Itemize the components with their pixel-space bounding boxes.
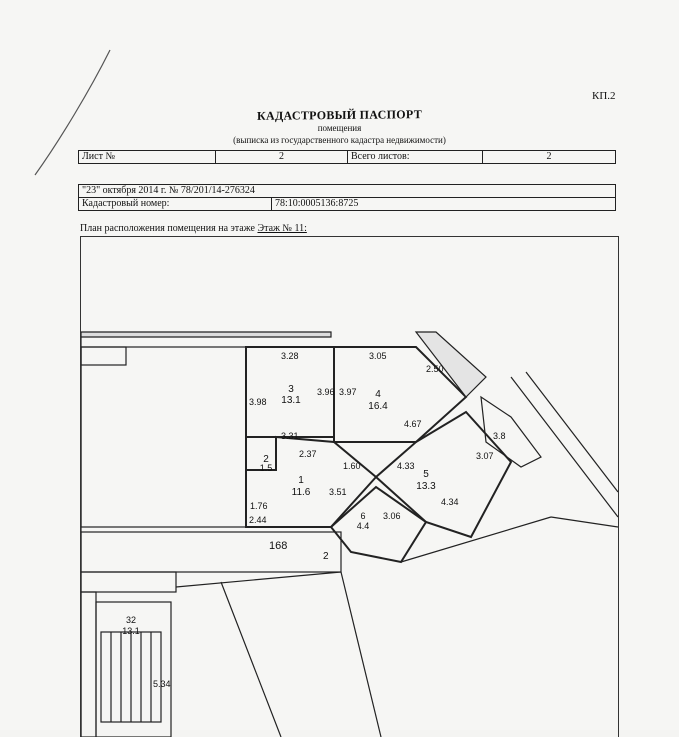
room-5-number: 5 [423,469,429,480]
dim-307: 3.07 [476,451,494,461]
plan-label-prefix: План расположения помещения на этаже [80,223,255,234]
dim-351: 3.51 [329,487,347,497]
room-4-number: 4 [375,389,381,400]
room-3-number: 3 [288,384,294,395]
room-6-number: 6 [360,511,366,521]
plan-label-floor: Этаж № 11: [257,223,307,234]
total-label: Всего листов: [348,151,483,164]
dim-467: 4.67 [404,419,422,429]
cadastral-value: 78:10:0005136:8725 [272,198,616,211]
sheet-label: Лист № [79,151,216,164]
dim-398: 3.98 [249,397,267,407]
dim-305: 3.05 [369,351,387,361]
info-table [78,184,616,211]
dim-38: 3.8 [493,431,506,441]
document-subtitle: помещения [317,123,362,133]
dim-433: 4.33 [397,461,415,471]
dim-250: 2.50 [426,364,444,374]
cadastral-label: Кадастровый номер: [79,198,272,211]
dim-160: 1.60 [343,461,361,471]
dim-331: 3.31 [281,431,299,441]
total-value: 2 [483,151,616,164]
room-2-lower-label: 2 [323,551,329,562]
sheet-value: 2 [216,151,348,164]
floor-plan-frame [80,236,619,737]
document-title: КАДАСТРОВЫЙ ПАСПОРТ [257,107,422,123]
room-4-area: 16.4 [368,401,388,412]
date-line: "23" октября 2014 г. № 78/201/14-276324 [79,185,616,198]
dim-306: 3.06 [383,511,401,521]
document-subtitle-2: (выписка из государственного кадастра недвижимости) [233,135,446,145]
dim-397: 3.97 [339,387,357,397]
dim-434: 4.34 [441,497,459,507]
sheet-header-table [78,150,616,164]
dim-244: 2.44 [249,515,267,525]
dim-176: 1.76 [250,501,268,511]
room-168-label: 168 [269,540,288,552]
room-3-area: 13.1 [281,395,301,406]
room-32-area: 13.1 [122,626,140,636]
room-32-number: 32 [125,615,137,625]
room-2-number: 2 [263,454,269,465]
document-code: КП.2 [592,90,616,102]
plan-label [80,223,307,234]
dim-534: 5.34 [153,679,171,689]
room-2-area: 1.5 [259,463,273,473]
room-1-area: 11.6 [291,487,311,498]
dim-328: 3.28 [281,351,299,361]
floor-plan-drawing [81,237,618,737]
room-1-number: 1 [298,475,304,486]
room-6-area: 4.4 [356,521,370,531]
dim-237: 2.37 [299,449,317,459]
room-5-area: 13.3 [416,481,436,492]
dim-396: 3.96 [317,387,335,397]
